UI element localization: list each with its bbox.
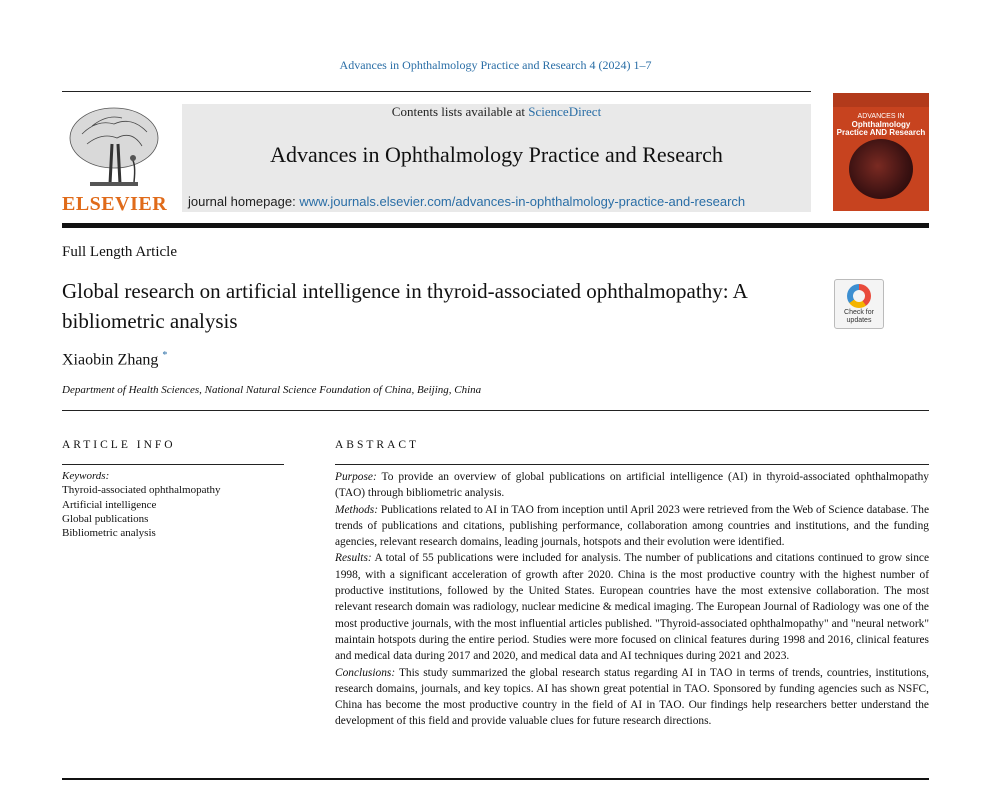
affiliation: Department of Health Sciences, National Natural Science Foundation of China, Beijing, China bbox=[62, 384, 482, 396]
purpose-text: To provide an overview of global publications on artificial intelligence (AI) in thyroid-associated ophthalmopathy (TAO) through bibliometric analysis. bbox=[335, 471, 929, 500]
article-info-rule bbox=[62, 464, 284, 465]
abstract-results bbox=[335, 550, 929, 664]
header-rule bbox=[62, 91, 811, 92]
journal-citation: Advances in Ophthalmology Practice and Research 4 (2024) 1–7 bbox=[339, 58, 652, 72]
cover-banner bbox=[833, 93, 929, 107]
abstract-conclusions bbox=[335, 665, 929, 730]
abstract-purpose bbox=[335, 469, 929, 502]
cover-line-3: Practice AND Research bbox=[836, 128, 926, 137]
sciencedirect-link[interactable]: ScienceDirect bbox=[528, 104, 602, 119]
conclusions-label: Conclusions: bbox=[335, 666, 396, 679]
header-thick-rule bbox=[62, 223, 929, 228]
check-for-updates-icon bbox=[847, 284, 871, 308]
methods-text: Publications related to AI in TAO from inception until April 2023 were retrieved from the Web of Science database. The trends of publications and citations, publishing performance, collaboration among countries and institutions, and the funding agencies, relevant research domains, leading journals, hotspots and their evolution were identified. bbox=[335, 503, 929, 549]
abstract-rule bbox=[335, 464, 929, 465]
article-title: Global research on artificial intelligence in thyroid-associated ophthalmopathy: A bibliometric analysis bbox=[62, 279, 747, 333]
purpose-label: Purpose: bbox=[335, 471, 377, 483]
results-label: Results: bbox=[335, 552, 372, 565]
results-text: A total of 55 publications were included for analysis. The number of publications and citations continued to grow since 1998, with a significant acceleration of growth after 2020. China is the most productive country with the highest number of productive institutions, followed by the United States. European countries have the most extensive collaboration. The most relevant research domain was radiology, nuclear medicine & medical imaging. The European Journal of Radiology was one of the most productive journals, with the most influential articles published. "Thyroid-associated ophthalmopathy" and "neural network" maintain hotspots during the entire period. Studies were more focused on clinical features during 1998 and 2016, clinical features and medical data during 2017 and 2020, and medical data and AI techniques during 2021 and 2023. bbox=[335, 552, 929, 663]
check-label-line-2: updates bbox=[846, 317, 872, 324]
cover-line-1: ADVANCES IN bbox=[857, 113, 905, 120]
keywords-block bbox=[62, 469, 221, 540]
abstract-body bbox=[335, 469, 929, 730]
keyword-item: Artificial intelligence bbox=[62, 498, 157, 511]
author-name[interactable]: Xiaobin Zhang bbox=[62, 351, 159, 369]
section-rule bbox=[62, 410, 929, 411]
homepage-prefix: journal homepage: bbox=[188, 194, 300, 209]
homepage-link[interactable]: www.journals.elsevier.com/advances-in-ophthalmology-practice-and-research bbox=[299, 194, 746, 209]
cover-title bbox=[833, 113, 929, 137]
methods-label: Methods: bbox=[335, 503, 379, 516]
check-for-updates-button[interactable] bbox=[834, 279, 884, 329]
keyword-item: Thyroid-associated ophthalmopathy bbox=[62, 484, 221, 497]
cover-line-2: Ophthalmology bbox=[851, 120, 911, 129]
publisher-wordmark: ELSEVIER bbox=[62, 193, 168, 215]
abstract-heading: ABSTRACT bbox=[335, 439, 420, 451]
conclusions-text: This study summarized the global research status regarding AI in TAO in terms of trends, countries, institutions, research domains, journals, and key topics. AI has shown great potential in TAO. Sponsored by funding agencies such as NSFC, China has become the most productive country in the field of AI in TAO. Our findings help researchers better understand the development of this field and provide valuable clues for future research directions. bbox=[335, 666, 929, 728]
contents-line bbox=[182, 104, 811, 120]
journal-header bbox=[182, 104, 811, 212]
article-info-heading: ARTICLE INFO bbox=[62, 439, 176, 451]
keywords-label: Keywords: bbox=[62, 470, 110, 482]
contents-prefix: Contents lists available at bbox=[391, 104, 529, 119]
author-mark[interactable]: * bbox=[162, 350, 168, 361]
elsevier-logo bbox=[62, 104, 168, 216]
journal-title: Advances in Ophthalmology Practice and Research bbox=[270, 142, 723, 167]
cover-eye-image bbox=[849, 139, 913, 199]
keyword-item: Bibliometric analysis bbox=[62, 527, 156, 540]
abstract-methods bbox=[335, 502, 929, 551]
check-label-line-1: Check for bbox=[844, 309, 874, 316]
keyword-item: Global publications bbox=[62, 512, 149, 525]
check-for-updates-label bbox=[835, 309, 883, 325]
journal-cover-image bbox=[833, 93, 929, 211]
journal-homepage bbox=[188, 194, 745, 209]
article-type: Full Length Article bbox=[62, 244, 177, 260]
bottom-rule bbox=[62, 778, 929, 780]
tree-icon bbox=[62, 104, 162, 194]
author-line bbox=[62, 350, 167, 369]
